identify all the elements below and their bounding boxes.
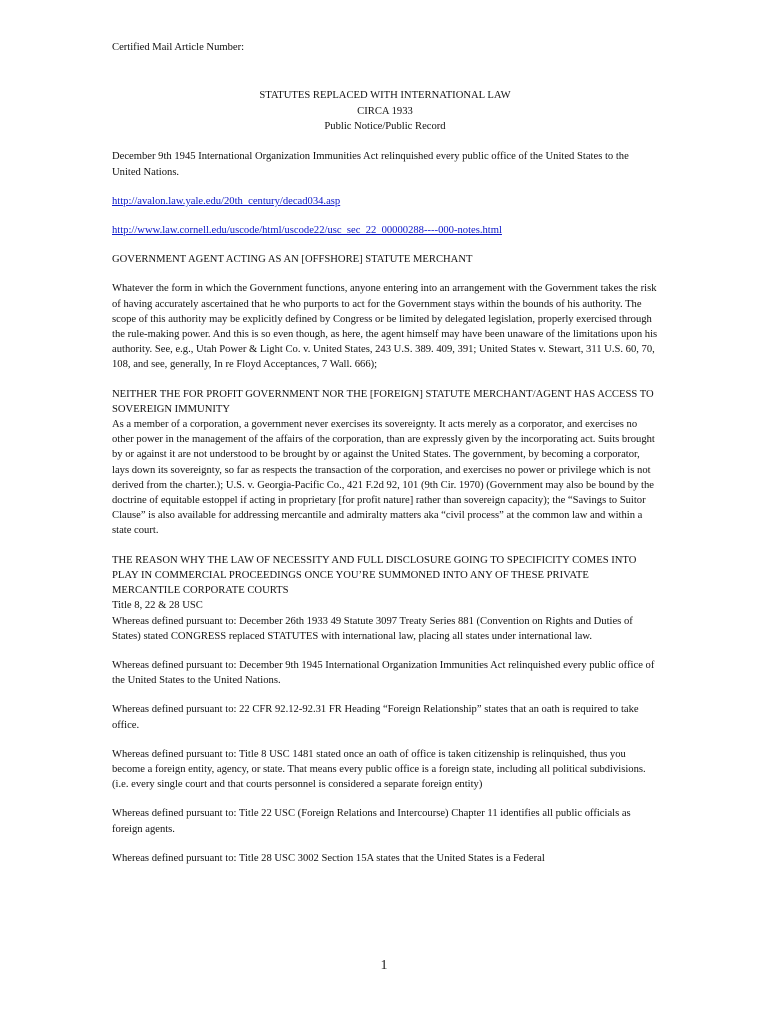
page-number: 1	[380, 958, 388, 973]
whereas-paragraph: Whereas defined pursuant to: Title 22 USC (Foreign Relations and Intercourse) Chapter 11 identifies all public officials as foreign agents.	[112, 808, 631, 835]
whereas-paragraph: Whereas defined pursuant to: December 9th 1945 International Organization Immunities Act relinquished every public office of the United States to the United Nations.	[112, 659, 655, 687]
avalon-yale-link[interactable]: http://avalon.law.yale.edu/20th_century/decad034.asp	[112, 195, 341, 207]
document-title-block	[112, 88, 658, 134]
certified-mail-line: Certified Mail Article Number:	[112, 42, 245, 53]
section-1-heading: GOVERNMENT AGENT ACTING AS AN [OFFSHORE] STATUTE MERCHANT	[112, 254, 473, 266]
section-3	[112, 553, 658, 644]
section-2	[112, 387, 658, 539]
section-2-body: As a member of a corporation, a government never exercises its sovereignty. It acts merely as a corporator, and exercises no other power in the management of the affairs of the corporation, than are expressly given by the incorporating act. Suits brought by or against it are not understood to be brought by or against the United States. The government, by becoming a corporator, lays down its sovereignty, so far as respects the transaction of the corporation, and exercises no power or privilege which is not derived from the charter.); U.S. v. Georgia-Pacific Co., 421 F.2d 92, 101 (9th Cir. 1970) (Government may also be bound by the doctrine of equitable estoppel if acting in proprietary [for profit nature] rather than sovereign capacity); the “Savings to Suitor Clause” is also available for addressing mercantile and admiralty matters aka “civil process” at the common law and within a state court.	[112, 419, 655, 537]
whereas-paragraph: Whereas defined pursuant to: Title 8 USC 1481 stated once an oath of office is taken citizenship is relinquished, thus you become a foreign entity, agency, or state. That means every public office is a foreign state, including all political subdivisions. (i.e. every single court and that courts personnel is considered a separate foreign entity)	[112, 748, 646, 791]
section-3-heading: THE REASON WHY THE LAW OF NECESSITY AND FULL DISCLOSURE GOING TO SPECIFICITY COMES INTO PLAY IN COMMERCIAL PROCEEDINGS ONCE YOU’RE SUMMONED INTO ANY OF THESE PRIVATE MERCANTILE CORPORATE COURTS	[112, 554, 637, 597]
section-2-heading: NEITHER THE FOR PROFIT GOVERNMENT NOR THE [FOREIGN] STATUTE MERCHANT/AGENT HAS ACCESS TO SOVEREIGN IMMUNITY	[112, 388, 654, 415]
intro-paragraph: December 9th 1945 International Organization Immunities Act relinquished every public office of the United States to the United Nations.	[112, 151, 629, 178]
title-line-3: Public Notice/Public Record	[324, 121, 446, 133]
title-line-1: STATUTES REPLACED WITH INTERNATIONAL LAW	[259, 90, 511, 102]
whereas-paragraph: Whereas defined pursuant to: 22 CFR 92.12-92.31 FR Heading “Foreign Relationship” states that an oath is required to take office.	[112, 704, 639, 731]
section-1-body: Whatever the form in which the Government functions, anyone entering into an arrangement with the Government takes the risk of having accurately ascertained that he who purports to act for the Government stays within the bounds of his authority. The scope of this authority may be explicitly defined by Congress or be limited by delegated legislation, properly exercised through the rule-making power. And this is so even though, as here, the agent himself may have been unaware of the limitations upon his authority. See, e.g., Utah Power & Light Co. v. United States, 243 U.S. 389. 409, 391; United States v. Stewart, 311 U.S. 60, 70, 108, and see, generally, In re Floyd Acceptances, 7 Wall. 666);	[112, 283, 658, 371]
section-3-body: Whereas defined pursuant to: December 26th 1933 49 Statute 3097 Treaty Series 881 (Convention on Rights and Duties of States) stated CONGRESS replaced STATUTES with international law, placing all states under international law.	[112, 615, 633, 642]
cornell-uscode-link[interactable]: http://www.law.cornell.edu/uscode/html/uscode22/usc_sec_22_00000288----000-notes.html	[112, 225, 502, 237]
title-line-2: CIRCA 1933	[357, 105, 413, 117]
whereas-paragraph: Whereas defined pursuant to: Title 28 USC 3002 Section 15A states that the United States is a Federal	[112, 852, 545, 864]
document-page	[112, 40, 658, 880]
section-3-subheading: Title 8, 22 & 28 USC	[112, 600, 203, 612]
